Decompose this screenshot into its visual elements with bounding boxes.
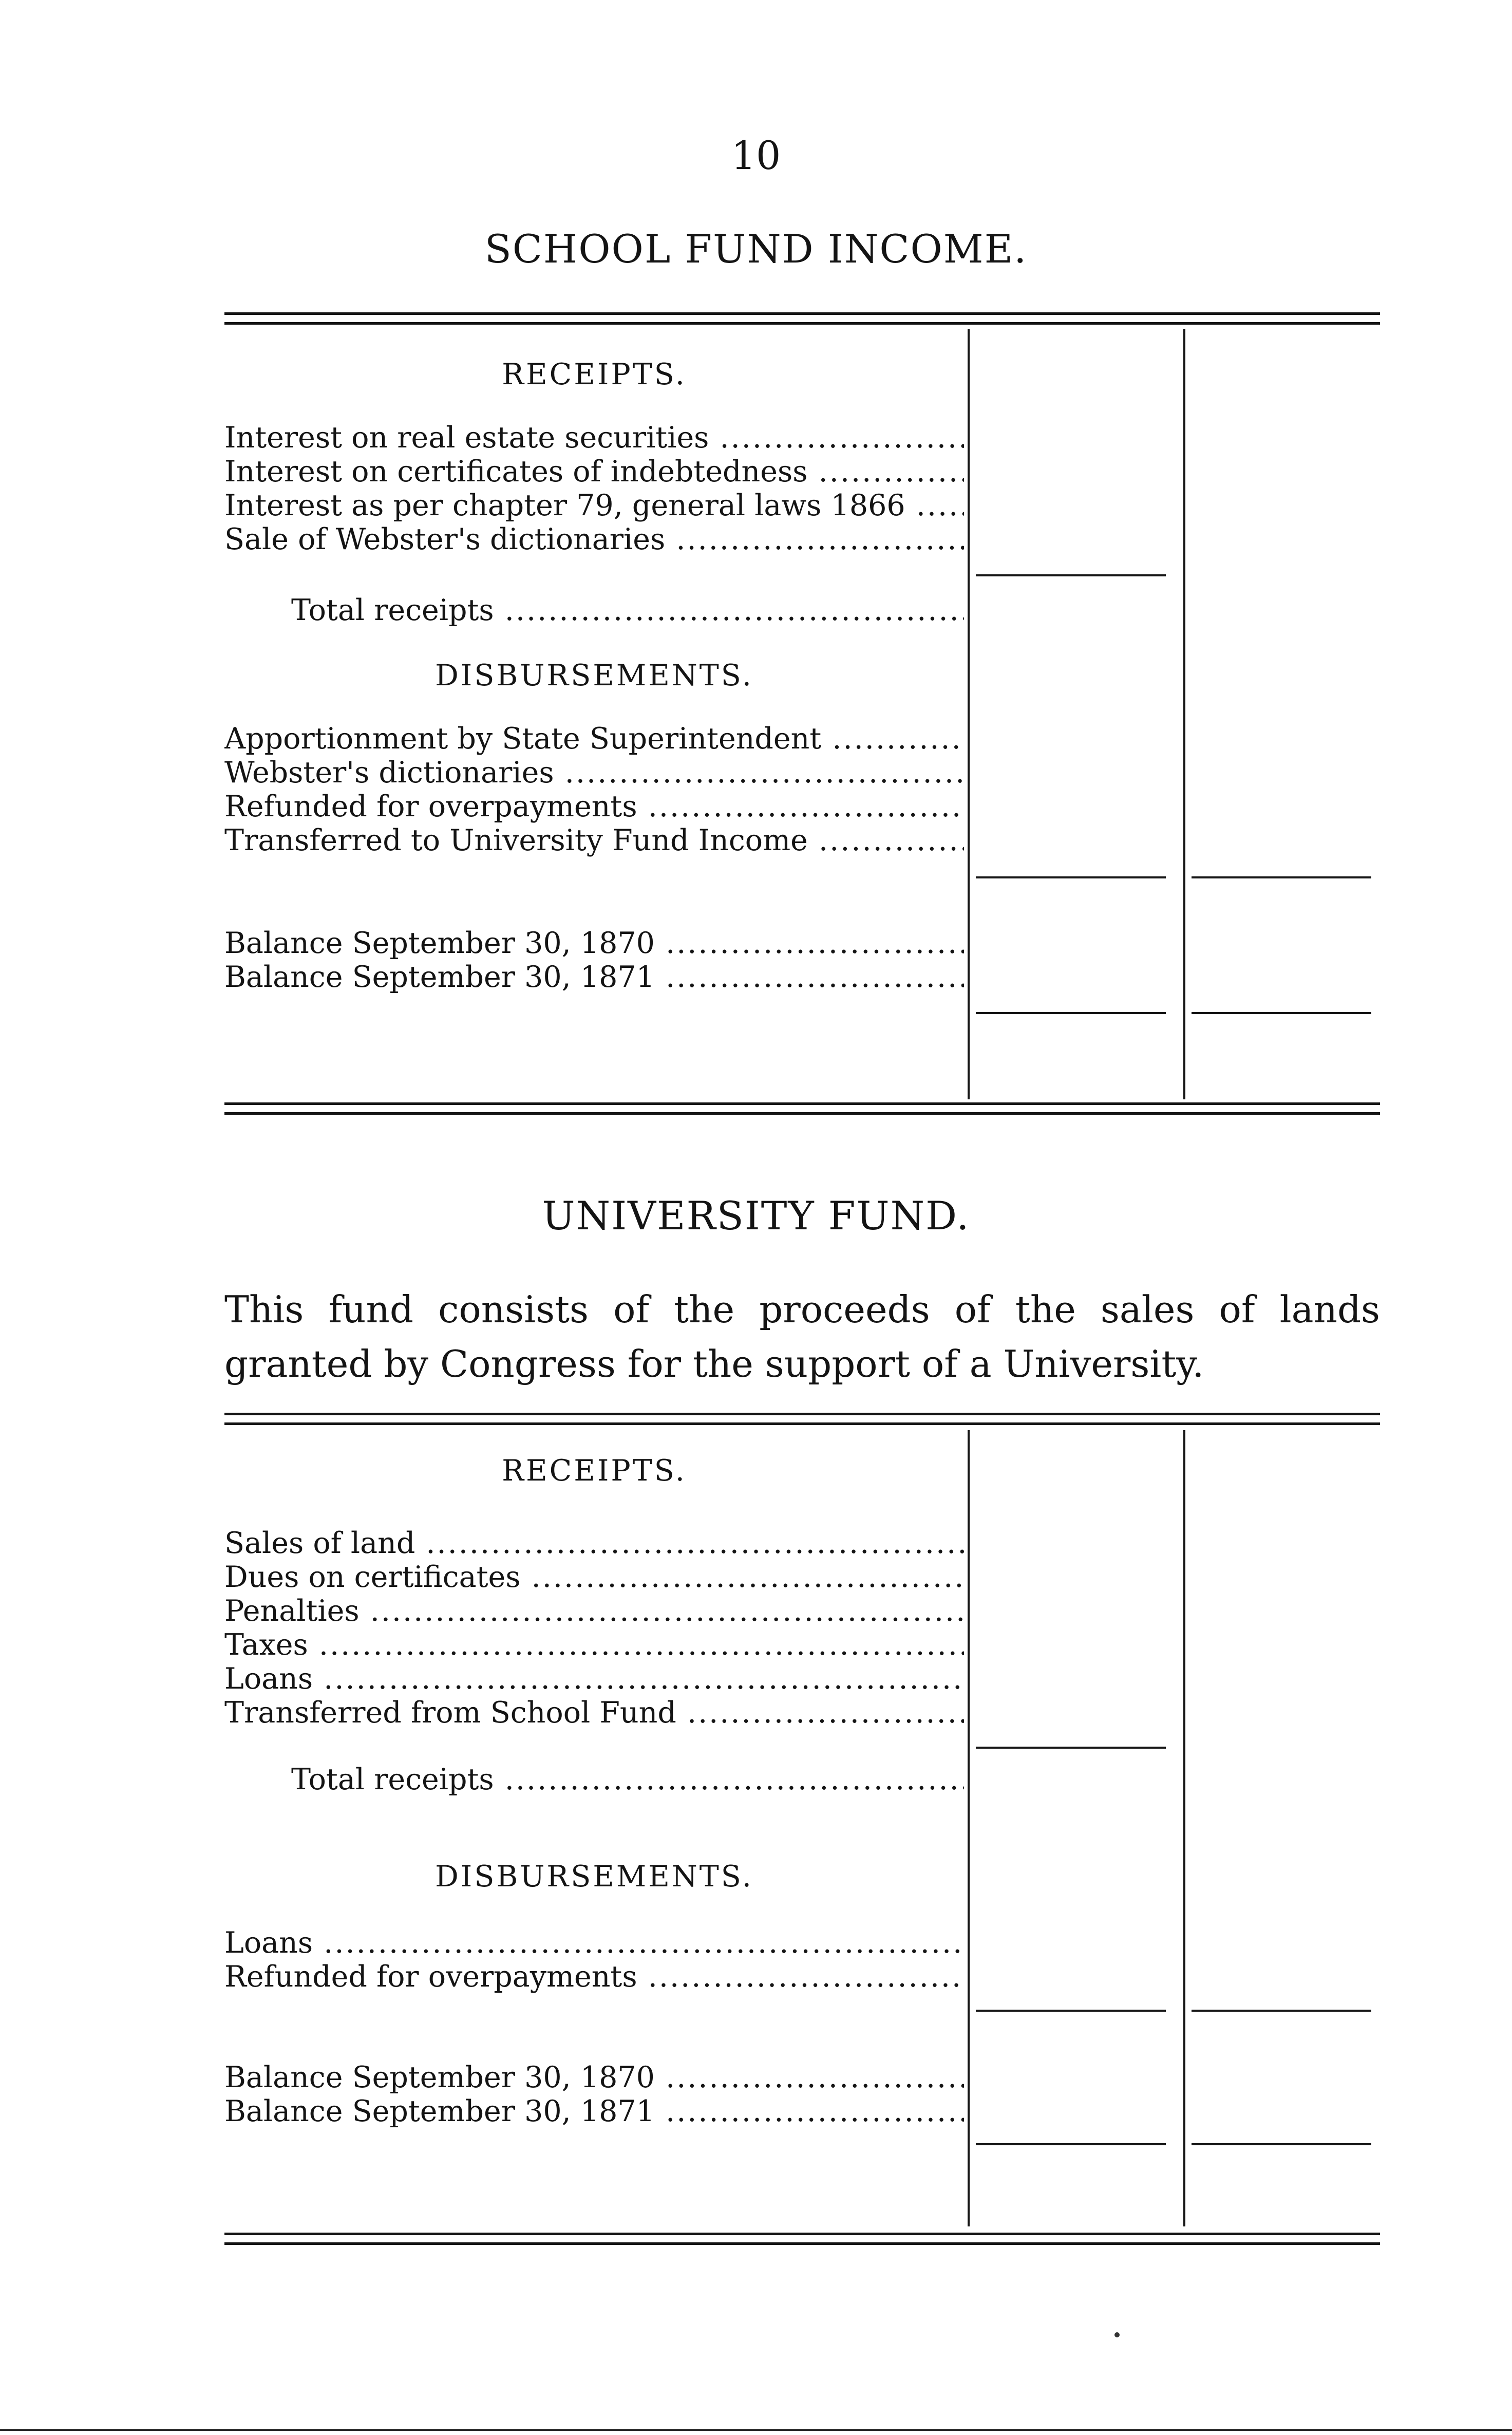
subtotal-row [224, 2026, 1380, 2061]
sum-rule [976, 1747, 1166, 1749]
balance-row [224, 960, 1380, 995]
row-label: Loans ..... [224, 1661, 964, 1696]
table-top-rule [224, 312, 1380, 325]
row-label: Transferred from School Fund ..... [224, 1695, 964, 1730]
sum-rule [1192, 2010, 1371, 2012]
page-edge-line [0, 2429, 1512, 2431]
row-label: Sale of Webster's dictionaries ..... [224, 522, 964, 557]
school-fund-title: SCHOOL FUND INCOME. [484, 226, 1028, 272]
table-row [224, 1925, 1380, 1960]
table-row [224, 823, 1380, 858]
row-label: Sales of land ..... [224, 1526, 964, 1561]
balance-row [224, 2060, 1380, 2095]
row-label: Loans ..... [224, 1925, 964, 1960]
table-row [224, 755, 1380, 790]
row-label: Webster's dictionaries ..... [224, 755, 964, 790]
university-fund-title: UNIVERSITY FUND. [542, 1193, 970, 1239]
table-row [224, 1661, 1380, 1696]
sum-rule [1192, 2143, 1371, 2145]
table-row [224, 1594, 1380, 1628]
row-label: Balance September 30, 1870 ..... [224, 2060, 964, 2095]
row-label: Refunded for overpayments ..... [224, 1959, 964, 1994]
row-label: Taxes ..... [224, 1627, 964, 1662]
sum-rule [1192, 1012, 1371, 1014]
table-row [224, 488, 1380, 523]
sum-rule [976, 1012, 1166, 1014]
grand-total-row [224, 1029, 1380, 1064]
table-row [224, 454, 1380, 489]
row-label: Interest as per chapter 79, general laws 1866 ..... [224, 488, 964, 523]
subtotal-row [224, 892, 1380, 927]
row-label: Apportionment by State Superintendent ..... [224, 721, 964, 756]
receipts-heading: RECEIPTS. [502, 358, 687, 391]
receipts-heading: RECEIPTS. [502, 1454, 687, 1488]
sum-rule [976, 2143, 1166, 2145]
row-label: Balance September 30, 1870 ..... [224, 926, 964, 961]
row-label: Interest on certificates of indebtedness ..... [224, 454, 964, 489]
table-bottom-rule [224, 2233, 1380, 2245]
row-label: Balance September 30, 1871 ..... [224, 960, 964, 995]
balance-row [224, 926, 1380, 961]
row-label: Balance September 30, 1871 ..... [224, 2094, 964, 2129]
table-row [224, 721, 1380, 756]
table-row [224, 1627, 1380, 1662]
university-fund-intro: This fund consists of the proceeds of the sales of lands granted by Congress for the support of a University. [224, 1288, 1380, 1385]
sum-rule [976, 876, 1166, 878]
table-row [224, 1959, 1380, 1994]
grand-total-row [224, 2163, 1380, 2198]
table-row [224, 1695, 1380, 1730]
table-row [224, 522, 1380, 557]
table-top-rule [224, 1413, 1380, 1425]
page-number: 10 [731, 133, 781, 178]
row-label: Total receipts ..... [291, 593, 964, 628]
sum-rule [976, 574, 1166, 576]
table-bottom-rule [224, 1102, 1380, 1115]
balance-row [224, 2094, 1380, 2129]
sum-rule [1192, 876, 1371, 878]
row-label: Interest on real estate securities ..... [224, 420, 964, 455]
sum-rule [976, 2010, 1166, 2012]
row-label: Total receipts ..... [291, 1762, 964, 1797]
disbursements-heading: DISBURSEMENTS. [435, 659, 753, 692]
table-row [224, 420, 1380, 455]
ink-mark [1114, 2332, 1120, 2337]
table-row [224, 1560, 1380, 1595]
disbursements-heading: DISBURSEMENTS. [435, 1860, 753, 1894]
row-label: Transferred to University Fund Income ..... [224, 823, 964, 858]
row-label: Refunded for overpayments ..... [224, 789, 964, 824]
row-label: Dues on certificates ..... [224, 1560, 964, 1595]
table-row [224, 1526, 1380, 1561]
table-row [224, 789, 1380, 824]
total-receipts-row [224, 593, 1380, 628]
total-receipts-row [224, 1762, 1380, 1797]
row-label: Penalties ..... [224, 1594, 964, 1628]
